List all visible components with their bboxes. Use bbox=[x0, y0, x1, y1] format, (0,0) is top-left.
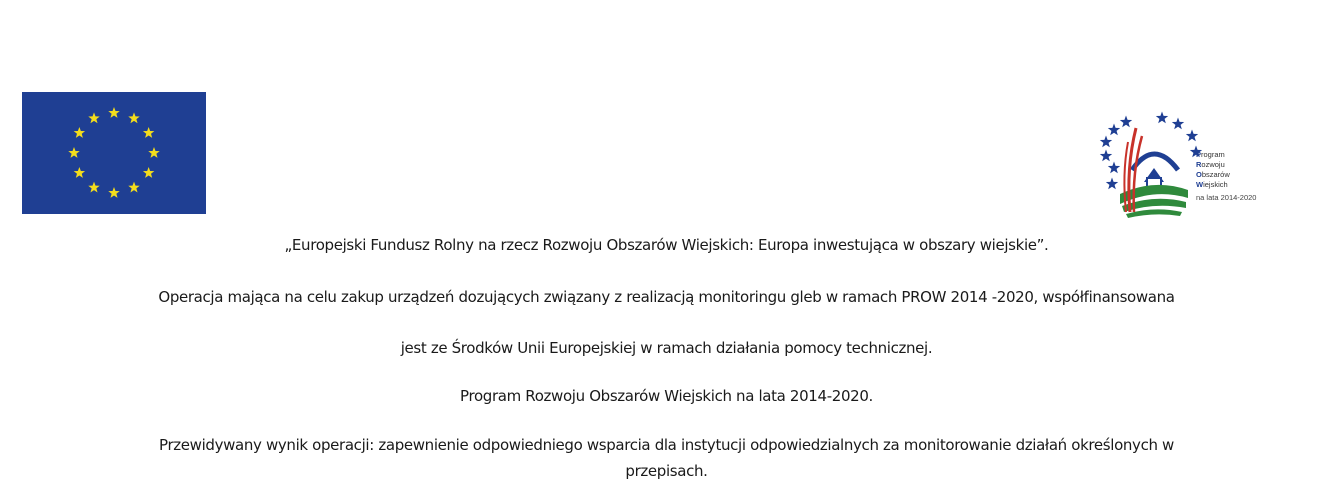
expected-result-continuation-line: przepisach. bbox=[625, 462, 708, 480]
program-name-line: Program Rozwoju Obszarów Wiejskich na lata 2014-2020. bbox=[460, 387, 873, 405]
operation-description-line: Operacja mająca na celu zakup urządzeń dozujących związany z realizacją monitoringu gleb w ramach PROW 2014 -2020, współfinansowana bbox=[158, 288, 1175, 306]
prow-star-icon bbox=[1156, 112, 1168, 124]
prow-star-icon bbox=[1120, 116, 1132, 128]
prow-logo-text bbox=[1196, 150, 1286, 203]
prow-star-icon bbox=[1106, 178, 1118, 190]
prow-logo-icon bbox=[1092, 108, 1202, 220]
prow-star-icon bbox=[1186, 130, 1198, 142]
eu-flag-icon bbox=[22, 92, 206, 214]
fund-title-line: „Europejski Fundusz Rolny na rzecz Rozwoju Obszarów Wiejskich: Europa inwestująca w obszary wiejskie”. bbox=[284, 236, 1049, 254]
operation-funding-line: jest ze Środków Unii Europejskiej w ramach działania pomocy technicznej. bbox=[400, 339, 933, 357]
expected-result-line: Przewidywany wynik operacji: zapewnienie odpowiedniego wsparcia dla instytucji odpowiedzialnych za monitorowanie działań określonych w bbox=[159, 436, 1174, 454]
prow-star-icon bbox=[1100, 150, 1112, 162]
prow-logo-years: na lata 2014-2020 bbox=[1196, 193, 1257, 202]
prow-star-icon bbox=[1100, 136, 1112, 148]
prow-logo-line: Wiejskich bbox=[1196, 180, 1228, 189]
prow-star-icon bbox=[1108, 162, 1120, 174]
prow-logo-line: Rozwoju bbox=[1196, 160, 1225, 169]
prow-star-icon bbox=[1172, 118, 1184, 130]
prow-logo-line: Obszarów bbox=[1196, 170, 1230, 179]
prow-star-icon bbox=[1108, 124, 1120, 136]
eu-flag-logo bbox=[22, 92, 206, 214]
prow-logo-line: Program bbox=[1196, 150, 1225, 159]
prow-logo bbox=[1092, 108, 1202, 220]
